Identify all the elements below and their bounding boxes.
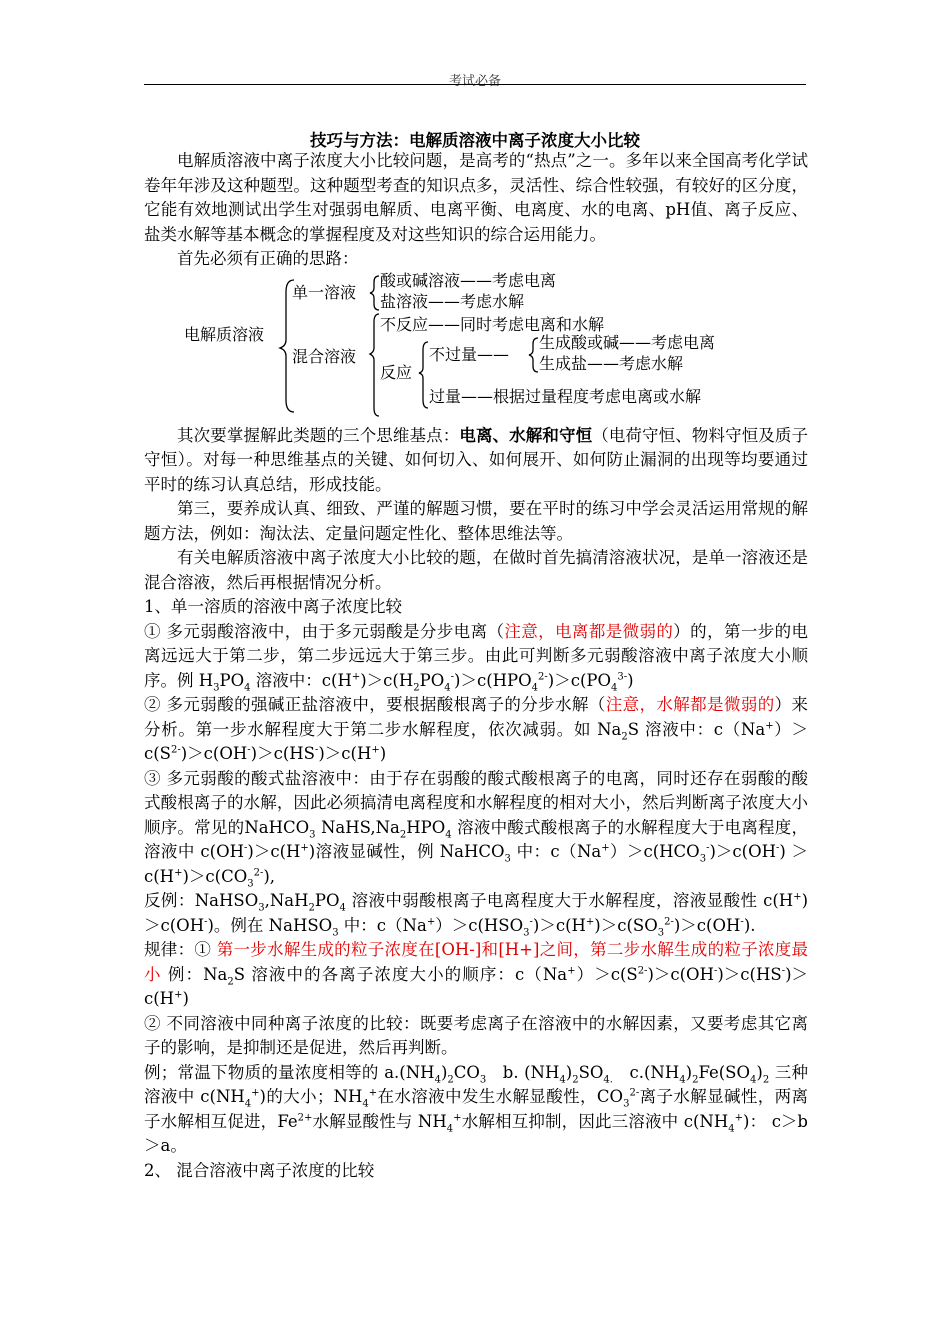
header-rule xyxy=(144,84,806,85)
tree-single: 单一溶液 xyxy=(292,282,357,302)
point-2: ② 多元弱酸的强碱正盐溶液中，要根据酸根离子的分步水解（注意，水解都是微弱的）来分析。第一步水解程度大于第二步水解程度，依次减弱。如 $Na_2S$ 溶液中：$c(Na^+)>c(S^{2-})>c(OH^-)>c(HS^-)>c(H^+)$ xyxy=(144,695,809,763)
third-paragraph: 第三，要养成认真、细致、严谨的解题习惯，要在平时的练习中学会灵活运用常规的解题方法，例如：淘汰法、定量问题定性化、整体思维法等。 xyxy=(144,499,808,543)
tree-gen-salt: 生成盐——考虑水解 xyxy=(539,353,684,373)
page-header: 考试必备 xyxy=(448,74,501,89)
intro-paragraph: 电解质溶液中离子浓度大小比较问题，是高考的“热点”之一。多年以来全国高考化学试卷年年涉及这种题型。这种题型考查的知识点多，灵活性、综合性较强，有较好的区分度，它能有效地测试出学生对强弱电解质、电离平衡、电离度、水的电离、pH值、离子反应、盐类水解等基本概念的掌握程度及对这些知识的综合运用能力。 xyxy=(144,151,808,244)
example-paragraph: 例；常温下物质的量浓度相等的 $a.(NH_4)_2CO_3$ b. $(NH_4)_2SO_{4.}$ $c.(NH_4)_2Fe(SO_4)_2$ 三种溶液中 $c(NH_4^+)$的大小；$NH_4^+$在水溶液中发生水解显酸性，$CO_3^{2-}$离子水解显碱性，两离子水解相互促进，$Fe^{2+}$水解显酸性与 $NH_4^+$水解相互抑制，因此三溶液中 $c(NH_4^+)$： c＞b＞a。 xyxy=(144,1062,809,1155)
tree-single-acid: 酸或碱溶液——考虑电离 xyxy=(380,270,557,290)
point-4: ② 不同溶液中同种离子浓度的比较：既要考虑离子在溶液中的水解因素，又要考虑其它离子的影响，是抑制还是促进，然后再判断。 xyxy=(144,1013,808,1057)
tree-reaction: 反应 xyxy=(380,362,413,382)
note-ionization: 注意，电离都是微弱的 xyxy=(504,621,674,641)
document-title: 技巧与方法：电解质溶液中离子浓度大小比较 xyxy=(310,131,640,150)
section-1-heading: 1、单一溶质的溶液中离子浓度比较 xyxy=(144,597,402,616)
tree-no-reaction: 不反应——同时考虑电离和水解 xyxy=(380,314,605,334)
point-1: ① 多元弱酸溶液中，由于多元弱酸是分步电离（注意，电离都是微弱的）的，第一步的电离远远大于第二步，第二步远远大于第三步。由此可判断多元弱酸溶液中离子浓度大小顺序。例 $H_3PO_4$ 溶液中：$c(H^+)>c(H_2PO_4^-)>c(HPO_4^{2-})>c(PO_4^{3-})$ xyxy=(144,621,809,693)
thinking-tree-diagram xyxy=(144,272,808,424)
tree-not-excess: 不过量—— xyxy=(429,344,510,364)
tree-root: 电解质溶液 xyxy=(184,324,265,344)
rule-highlight: 第一步水解生成的粒子浓度在[OH-]和[H+]之间，第二步水解生成的粒子浓度最小 xyxy=(144,940,808,984)
document-body xyxy=(144,149,808,1183)
point-3: ③ 多元弱酸的酸式盐溶液中：由于存在弱酸的酸式酸根离子的电离，同时还存在弱酸的酸式酸根离子的水解，因此必须搞清电离程度和水解程度的相对大小，然后判断离子浓度大小顺序。常见的NaHCO$_3$ $NaHS,Na_2HPO_4$ 溶液中酸式酸根离子的水解程度大于电离程度，溶液中 c(OH-)＞c(H+)溶液显碱性，例 NaHCO$_3$ 中：$c(Na^+)>c(HCO_3^-)>c(OH^-) >c(H^+)>c(CO_3^{2-})$, 反例：$NaHSO_3,NaH_2PO_4$ 溶液中弱酸根离子电离程度大于水解程度，溶液显酸性 c(H+) ＞c(OH-)。例在 NaHSO$_3$ 中：$c(Na^+)>c(HSO_3^-)>c(H^+)>c(SO_3^{2-})>c(OH^-)$. xyxy=(144,768,809,938)
second-paragraph: 其次要掌握解此类题的三个思维基点：电离、水解和守恒（电荷守恒、物料守恒及质子守恒）。对每一种思维基点的关键、如何切入、如何展开、如何防止漏洞的出现等均要通过平时的练习认真总结，形成技能。 xyxy=(144,425,809,494)
tree-single-salt: 盐溶液——考虑水解 xyxy=(380,291,525,311)
tree-gen-acid: 生成酸或碱——考虑电离 xyxy=(539,332,716,352)
tree-mixed: 混合溶液 xyxy=(292,346,357,366)
fourth-paragraph: 有关电解质溶液中离子浓度大小比较的题，在做时首先搞清溶液状况，是单一溶液还是混合溶液，然后再根据情况分析。 xyxy=(144,548,808,592)
tree-excess: 过量——根据过量程度考虑电离或水解 xyxy=(429,386,702,406)
first-thought: 首先必须有正确的思路： xyxy=(177,249,359,268)
section-2-heading: 2、 混合溶液中离子浓度的比较 xyxy=(144,1160,375,1180)
rule-paragraph: 规律：① 第一步水解生成的粒子浓度在[OH-]和[H+]之间，第二步水解生成的粒子浓度最小 例：$Na_2S$ 溶液中的各离子浓度大小的顺序：$c(Na^+)>c(S^{2-})>c(OH^-)>c(HS^-)>c(H^+)$ xyxy=(144,940,809,1008)
note-hydrolysis: 注意，水解都是微弱的 xyxy=(605,695,775,714)
three-bases: 电离、水解和守恒 xyxy=(459,425,593,445)
